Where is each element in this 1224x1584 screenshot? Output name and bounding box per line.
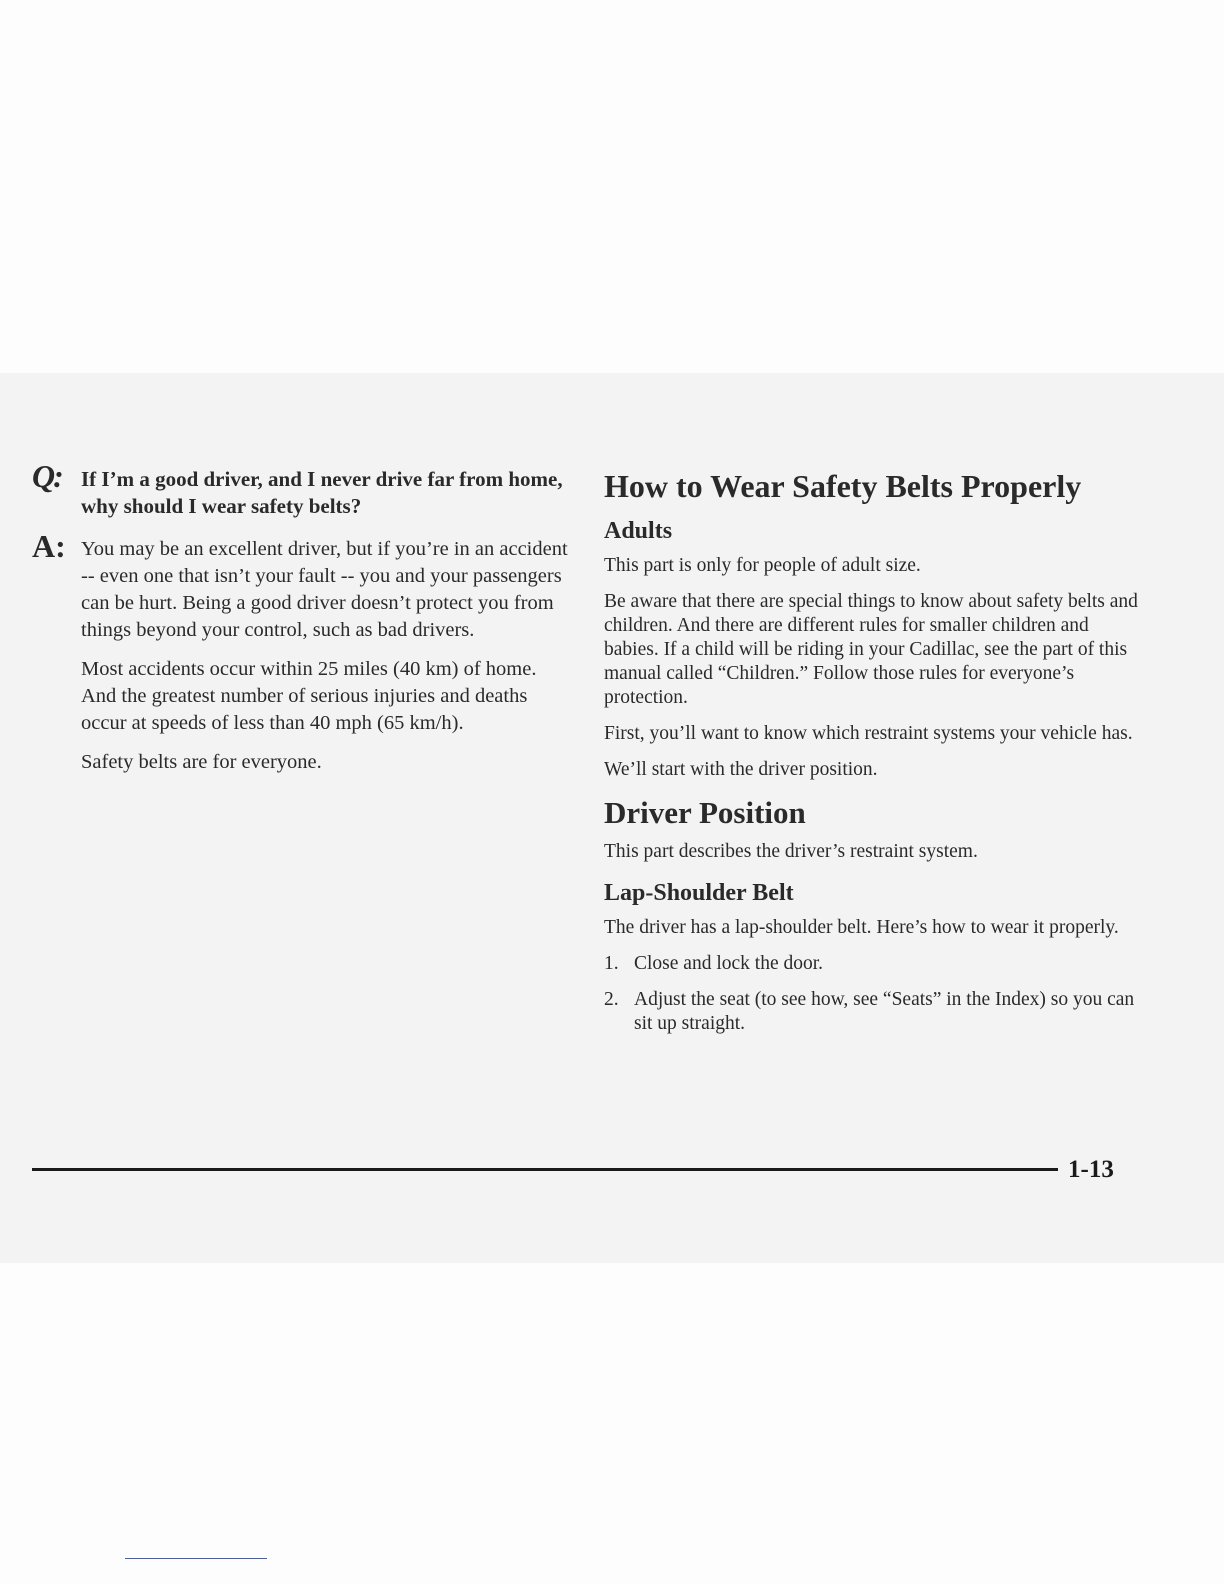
answer-marker: A: xyxy=(32,528,66,564)
list-item xyxy=(604,952,1144,976)
question-text: If I’m a good driver, and I never drive far from home, why should I wear safety belts? xyxy=(81,467,563,518)
list-item-number: 2. xyxy=(604,989,619,1010)
adults-paragraph-4: We’ll start with the driver position. xyxy=(604,759,878,780)
instructions-column xyxy=(604,466,1144,1036)
question-marker: Q: xyxy=(32,458,62,494)
lap-shoulder-heading: Lap-Shoulder Belt xyxy=(604,880,794,906)
adults-heading: Adults xyxy=(604,518,673,544)
adults-paragraph-1: This part is only for people of adult size. xyxy=(604,555,921,576)
lap-shoulder-paragraph: The driver has a lap-shoulder belt. Here’s how to wear it properly. xyxy=(604,917,1119,938)
list-item xyxy=(604,988,1144,1036)
accidents-paragraph: Most accidents occur within 25 miles (40 km) of home. And the greatest number of serious injuries and deaths occur at speeds of less than 40 mph (65 km/h). xyxy=(81,658,537,734)
list-item-text: Adjust the seat (to see how, see “Seats” in the Index) so you can sit up straight. xyxy=(634,989,1135,1034)
adults-paragraph-2: Be aware that there are special things to know about safety belts and children. And there are different rules for smaller children and babies. If a child will be riding in your Cadillac, see the part of this manual called “Children.” Follow those rules for everyone’s protection. xyxy=(604,591,1138,708)
qa-column xyxy=(32,458,572,776)
question-block xyxy=(32,458,572,520)
driver-paragraph: This part describes the driver’s restraint system. xyxy=(604,841,978,862)
footer-rule xyxy=(32,1168,1058,1171)
page-number: 1-13 xyxy=(1068,1156,1114,1183)
bottom-link-underline xyxy=(125,1558,267,1559)
everyone-paragraph: Safety belts are for everyone. xyxy=(81,751,322,773)
adults-paragraph-3: First, you’ll want to know which restraint systems your vehicle has. xyxy=(604,723,1133,744)
list-item-text: Close and lock the door. xyxy=(634,953,824,974)
list-item-number: 1. xyxy=(604,953,619,974)
answer-block xyxy=(32,528,572,776)
main-heading: How to Wear Safety Belts Properly xyxy=(604,468,1082,504)
answer-text: You may be an excellent driver, but if you’re in an accident -- even one that isn’t your fault -- you and your passengers can be hurt. Being a good driver doesn’t protect you from things beyond your control, such as bad drivers. xyxy=(81,538,568,641)
driver-position-heading: Driver Position xyxy=(604,795,806,830)
